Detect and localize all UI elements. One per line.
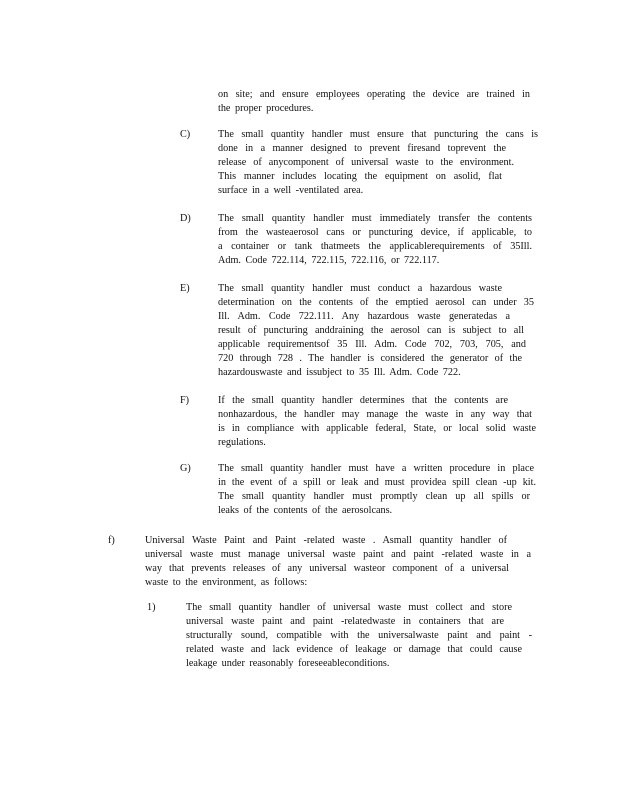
item-text bbox=[218, 128, 538, 198]
continuation-paragraph bbox=[218, 88, 530, 116]
text-line: If the small quantity handler determines that the contents are bbox=[218, 395, 508, 406]
text-line: leaks of the contents of the aerosolcans. bbox=[218, 505, 393, 516]
text-line: The small quantity handler must have a written procedure in place bbox=[218, 463, 534, 474]
text-line: Adm. Code 722.114, 722.115, 722.116, or 722.117. bbox=[218, 255, 440, 266]
item-marker: 1) bbox=[147, 602, 156, 613]
text-line: This manner includes locating the equipment on asolid, flat bbox=[218, 171, 502, 182]
text-line: universal waste must manage universal waste paint and paint -related waste in a bbox=[145, 549, 531, 560]
text-line: from the wasteaerosol cans or puncturing device, if applicable, to bbox=[218, 227, 532, 238]
subsection-text bbox=[145, 534, 531, 590]
text-line: way that prevents releases of any universal wasteor component of a universal bbox=[145, 563, 509, 574]
text-line: The small quantity handler must immediately transfer the contents bbox=[218, 213, 532, 224]
text-line: universal waste paint and paint -relatedwaste in containers that are bbox=[186, 616, 504, 627]
item-c bbox=[180, 128, 540, 200]
text-line: in the event of a spill or leak and must providea spill clean -up kit. bbox=[218, 477, 536, 488]
text-line: release of anycomponent of universal waste to the environment. bbox=[218, 157, 514, 168]
item-e bbox=[180, 282, 540, 382]
item-marker: C) bbox=[180, 129, 191, 140]
text-line: waste to the environment, as follows: bbox=[145, 577, 308, 588]
item-marker: G) bbox=[180, 463, 191, 474]
text-line: a container or tank thatmeets the applicablerequirements of 35Ill. bbox=[218, 241, 532, 252]
text-line: result of puncturing anddraining the aerosol can is subject to all bbox=[218, 325, 524, 336]
text-line: nonhazardous, the handler may manage the waste in any way that bbox=[218, 409, 532, 420]
item-g bbox=[180, 462, 540, 520]
item-d bbox=[180, 212, 540, 270]
text-line: done in a manner designed to prevent firesand toprevent the bbox=[218, 143, 506, 154]
text-line: regulations. bbox=[218, 437, 266, 448]
text-line: determination on the contents of the emptied aerosol can under 35 bbox=[218, 297, 534, 308]
item-f-1 bbox=[147, 601, 537, 673]
text-line: related waste and lack evidence of leakage or damage that could cause bbox=[186, 644, 522, 655]
text-line: surface in a well -ventilated area. bbox=[218, 185, 364, 196]
item-f bbox=[180, 394, 540, 452]
item-text bbox=[218, 462, 536, 518]
item-text bbox=[186, 601, 532, 671]
text-line: hazardouswaste and issubject to 35 Ill. Adm. Code 722. bbox=[218, 367, 461, 378]
text-line: Universal Waste Paint and Paint -related waste . Asmall quantity handler of bbox=[145, 535, 507, 546]
item-marker: F) bbox=[180, 395, 190, 406]
text-line: 720 through 728 . The handler is considered the generator of the bbox=[218, 353, 522, 364]
text-line: The small quantity handler must ensure that puncturing the cans is bbox=[218, 129, 538, 140]
text-line: structurally sound, compatible with the universalwaste paint and paint - bbox=[186, 630, 532, 641]
text-line: The small quantity handler must conduct a hazardous waste bbox=[218, 283, 502, 294]
item-marker: E) bbox=[180, 283, 190, 294]
text-line: leakage under reasonably foreseeableconditions. bbox=[186, 658, 390, 669]
item-text bbox=[218, 282, 534, 380]
text-line: Ill. Adm. Code 722.111. Any hazardous waste generatedas a bbox=[218, 311, 510, 322]
text-line: is in compliance with applicable federal, State, or local solid waste bbox=[218, 423, 536, 434]
text-line: The small quantity handler must promptly clean up all spills or bbox=[218, 491, 530, 502]
text-line: The small quantity handler of universal waste must collect and store bbox=[186, 602, 512, 613]
text-line: on site; and ensure employees operating the device are trained in bbox=[218, 89, 530, 100]
item-text bbox=[218, 212, 532, 268]
item-text bbox=[218, 394, 536, 450]
text-line: applicable requirementsof 35 Ill. Adm. Code 702, 703, 705, and bbox=[218, 339, 526, 350]
item-marker: D) bbox=[180, 213, 191, 224]
subsection-f bbox=[108, 534, 538, 592]
subsection-marker: f) bbox=[108, 535, 115, 546]
text-line: the proper procedures. bbox=[218, 103, 314, 114]
